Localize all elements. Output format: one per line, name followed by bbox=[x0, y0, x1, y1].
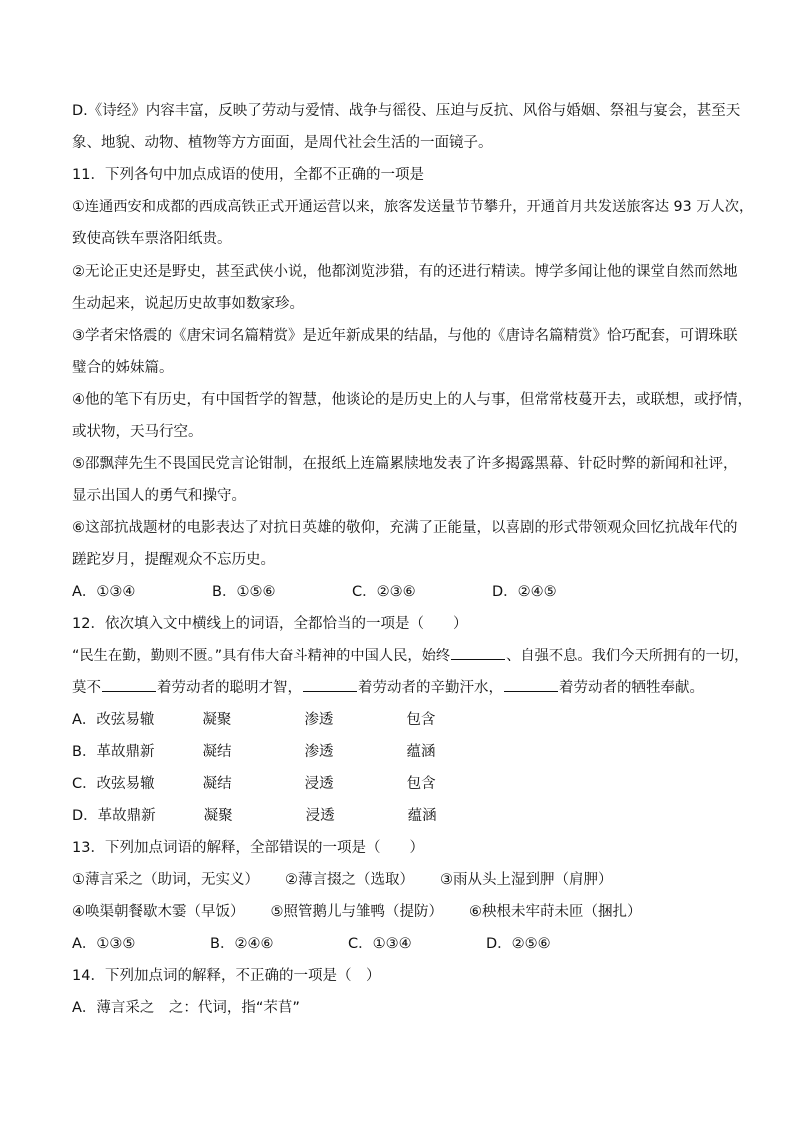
q12-option-d-word2: 凝聚 bbox=[203, 808, 233, 824]
q11-options bbox=[72, 580, 557, 604]
fill-blank-3 bbox=[303, 676, 357, 692]
q13-items-row1 bbox=[72, 868, 613, 892]
q13-items-row2 bbox=[72, 900, 642, 924]
q11-sentence1-line1: ①连通西安和成都的西成高铁正式开通运营以来，旅客发送量节节攀升，开通首月共发送旅客达 93 万人次， bbox=[72, 199, 754, 215]
q12-option-d-label: D． bbox=[72, 808, 98, 824]
q12-option-a-word1: 改弦易辙 bbox=[96, 712, 155, 728]
q13-stem: 13．下列加点词语的解释，全部错误的一项是（ ） bbox=[72, 840, 424, 856]
q11-sentence3-line1: ③学者宋恪震的《唐宋词名篇精赏》是近年新成果的结晶，与他的《唐诗名篇精赏》恰巧配套，可谓珠联 bbox=[72, 328, 738, 344]
q11-option-c[interactable]: C．②③⑥ bbox=[352, 584, 416, 600]
q12-option-c-word3: 浸透 bbox=[304, 776, 334, 792]
q12-option-d[interactable] bbox=[72, 804, 510, 828]
q11-sentence1-line2: 致使高铁车票洛阳纸贵。 bbox=[72, 231, 232, 247]
q11-option-b[interactable]: B．①⑤⑥ bbox=[212, 584, 276, 600]
q12-option-b-word4: 蕴涵 bbox=[406, 744, 436, 760]
q11-sentence6-line1: ⑥这部抗战题材的电影表达了对抗日英雄的敬仰，充满了正能量，以喜剧的形式带领观众回忆抗战年代的 bbox=[72, 520, 738, 536]
q12-option-a-label: A． bbox=[72, 712, 97, 728]
q11-sentence4-line1: ④他的笔下有历史，有中国哲学的智慧，他谈论的是历史上的人与事，但常常枝蔓开去，或联想，或抒情， bbox=[72, 392, 752, 408]
q12-option-a[interactable] bbox=[72, 708, 508, 732]
q10-option-d-line1: D.《诗经》内容丰富，反映了劳动与爱情、战争与徭役、压迫与反抗、风俗与婚姻、祭祖与宴会，甚至天 bbox=[72, 103, 741, 119]
q12-option-b-word2: 凝结 bbox=[202, 744, 232, 760]
q13-item-6: ⑥秧根未牢莳未匝（捆扎） bbox=[469, 904, 642, 920]
q13-item-4: ④唤渠朝餐歇木霎（早饭） bbox=[72, 904, 245, 920]
q12-stem: 12．依次填入文中横线上的词语，全都恰当的一项是（ ） bbox=[72, 616, 468, 632]
q12-option-b-label: B． bbox=[72, 744, 97, 760]
q11-stem: 11．下列各句中加点成语的使用，全都不正确的一项是 bbox=[72, 167, 424, 183]
q12-passage-line1 bbox=[72, 644, 748, 668]
q11-option-a[interactable]: A．①③④ bbox=[72, 584, 136, 600]
q12-option-a-word4: 包含 bbox=[406, 712, 436, 728]
q10-option-d-line2: 象、地貌、动物、植物等方方面面，是周代社会生活的一面镜子。 bbox=[72, 135, 493, 151]
q11-option-d[interactable]: D．②④⑤ bbox=[492, 584, 557, 600]
q13-option-c[interactable]: C．①③④ bbox=[348, 936, 412, 952]
fill-blank-1 bbox=[451, 644, 505, 660]
q12-option-c-label: C． bbox=[72, 776, 97, 792]
q12-option-b[interactable] bbox=[72, 740, 508, 764]
q12-passage-text-2c: 着劳动者的辛勤汗水， bbox=[358, 680, 503, 696]
q12-passage-text-1b: 、自强不息。我们今天所拥有的一切， bbox=[506, 648, 749, 664]
q12-passage-text-2d: 着劳动者的牺牲奉献。 bbox=[559, 680, 704, 696]
q12-option-c-word2: 凝结 bbox=[202, 776, 232, 792]
q11-sentence2-line1: ②无论正史还是野史，甚至武侠小说，他都浏览涉猎，有的还进行精读。博学多闻让他的课堂自然而然地 bbox=[72, 264, 738, 280]
q13-item-5: ⑤照管鹅儿与雏鸭（提防） bbox=[270, 904, 443, 920]
q12-option-c-word1: 改弦易辙 bbox=[96, 776, 155, 792]
fill-blank-4 bbox=[504, 676, 558, 692]
q12-option-d-word4: 蕴涵 bbox=[407, 808, 437, 824]
q12-passage-text-2b: 着劳动者的聪明才智， bbox=[157, 680, 302, 696]
fill-blank-2 bbox=[102, 676, 156, 692]
q11-sentence5-line2: 显示出国人的勇气和操守。 bbox=[72, 488, 246, 504]
q12-option-b-word1: 革故鼎新 bbox=[96, 744, 155, 760]
q11-sentence6-line2: 蹉跎岁月，提醒观众不忘历史。 bbox=[72, 552, 275, 568]
q13-item-2: ②薄言掇之（选取） bbox=[285, 872, 414, 888]
q14-option-a[interactable]: A．薄言采之 之：代词，指“芣苢” bbox=[72, 1000, 300, 1016]
q12-option-d-word3: 浸透 bbox=[305, 808, 335, 824]
q13-option-d[interactable]: D．②⑤⑥ bbox=[486, 936, 551, 952]
q13-option-b[interactable]: B．②④⑥ bbox=[210, 936, 274, 952]
q12-option-b-word3: 渗透 bbox=[304, 744, 334, 760]
q13-option-a[interactable]: A．①③⑤ bbox=[72, 936, 136, 952]
q13-item-1: ①薄言采之（助词，无实义） bbox=[72, 872, 259, 888]
q12-option-a-word2: 凝聚 bbox=[202, 712, 232, 728]
q11-sentence3-line2: 璧合的姊妹篇。 bbox=[72, 360, 174, 376]
q11-sentence2-line2: 生动起来，说起历史故事如数家珍。 bbox=[72, 296, 304, 312]
q12-option-d-word1: 革故鼎新 bbox=[97, 808, 156, 824]
q11-sentence5-line1: ⑤邵飘萍先生不畏国民党言论钳制，在报纸上连篇累牍地发表了许多揭露黑幕、针砭时弊的新闻和社评， bbox=[72, 456, 738, 472]
q12-option-c-word4: 包含 bbox=[406, 776, 436, 792]
q12-passage-line2 bbox=[72, 676, 704, 700]
q12-passage-text-1a: “民生在勤，勤则不匮。”具有伟大奋斗精神的中国人民，始终 bbox=[72, 648, 451, 664]
q11-sentence4-line2: 或状物，天马行空。 bbox=[72, 424, 203, 440]
q14-stem: 14．下列加点词的解释，不正确的一项是（ ） bbox=[72, 968, 381, 984]
q12-option-a-word3: 渗透 bbox=[304, 712, 334, 728]
q12-option-c[interactable] bbox=[72, 772, 509, 796]
q12-passage-text-2a: 莫不 bbox=[72, 680, 101, 696]
q13-options bbox=[72, 932, 551, 956]
q13-item-3: ③雨从头上湿到胛（肩胛） bbox=[440, 872, 613, 888]
